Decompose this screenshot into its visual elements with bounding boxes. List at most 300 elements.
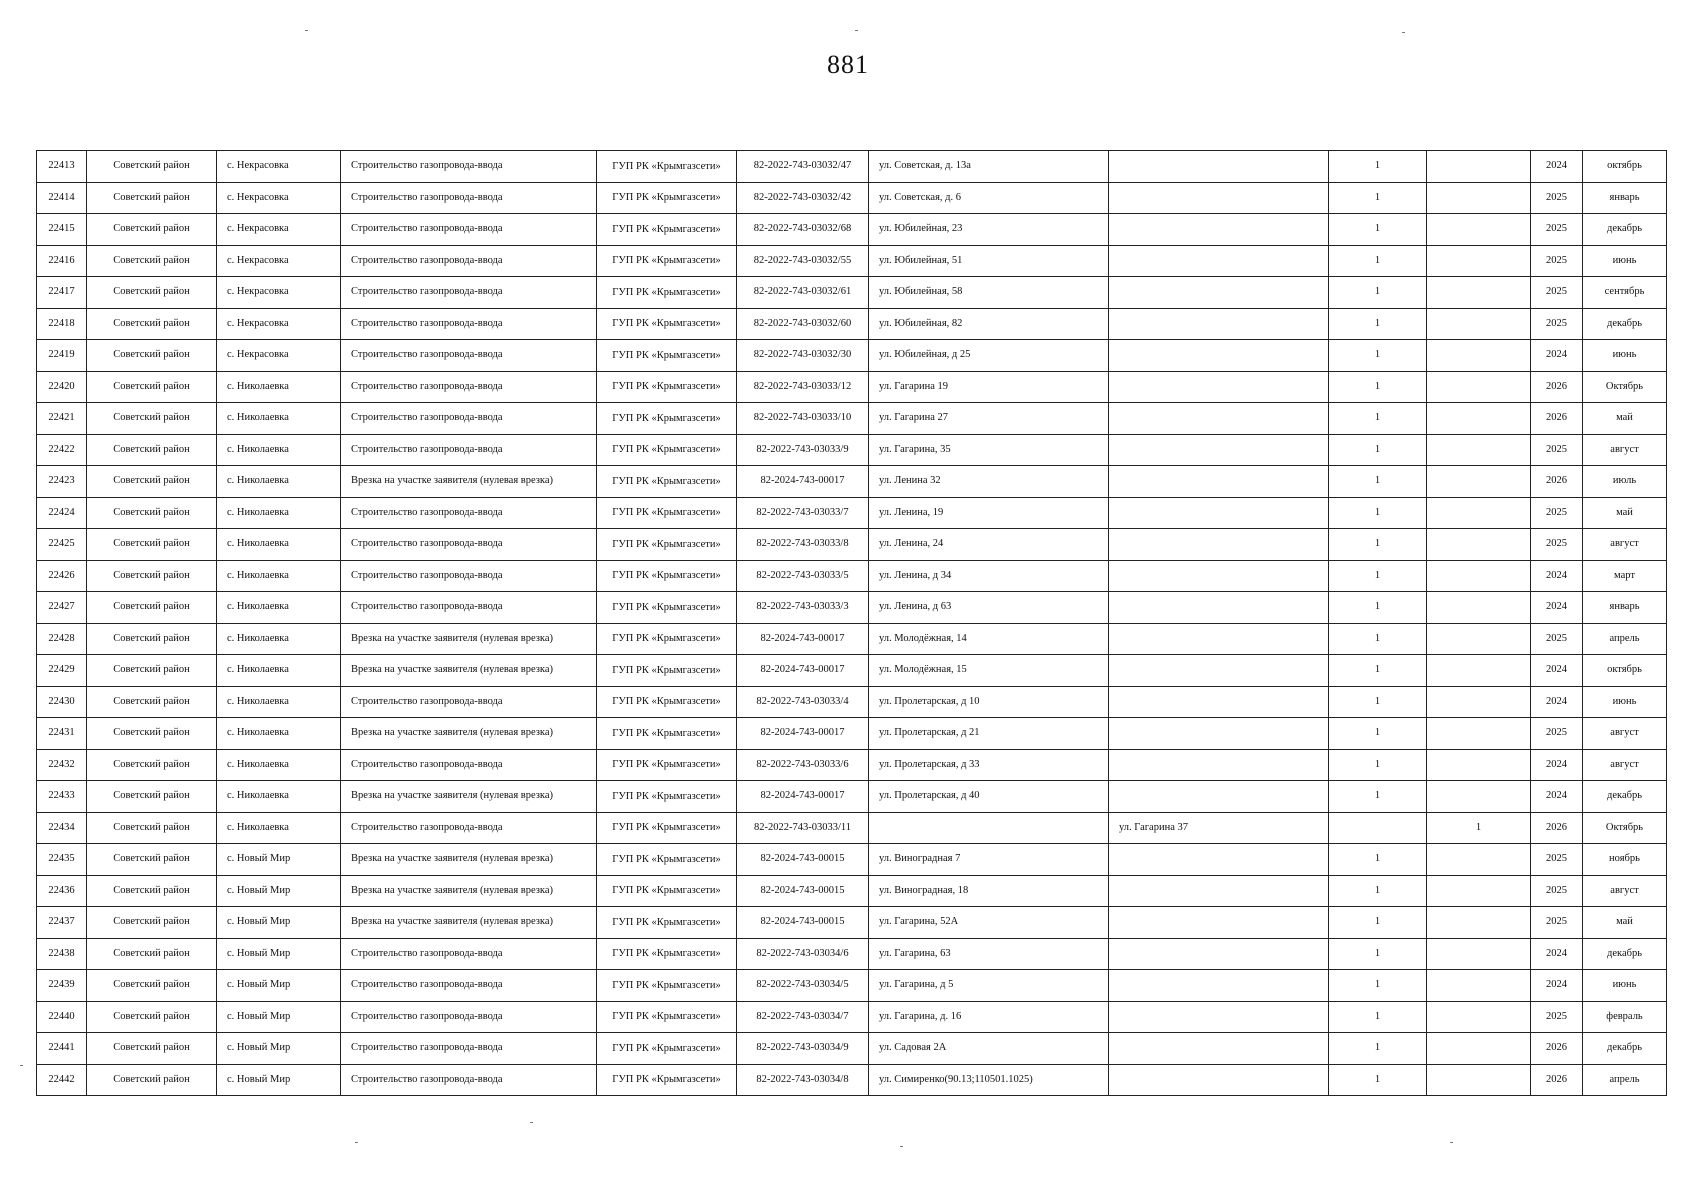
cell-year: 2024 xyxy=(1531,560,1583,592)
cell-month: июнь xyxy=(1583,970,1667,1002)
cell-work-type: Строительство газопровода-ввода xyxy=(341,529,597,561)
cell-quantity: 1 xyxy=(1329,655,1427,687)
cell-month: апрель xyxy=(1583,623,1667,655)
cell-quantity: 1 xyxy=(1329,466,1427,498)
cell-month: июнь xyxy=(1583,340,1667,372)
cell-row-id: 22428 xyxy=(37,623,87,655)
cell-district: Советский район xyxy=(87,182,217,214)
cell-year: 2025 xyxy=(1531,434,1583,466)
cell-organization: ГУП РК «Крымгазсети» xyxy=(597,844,737,876)
table-row xyxy=(37,1064,1667,1096)
cell-address-alt xyxy=(1109,466,1329,498)
cell-quantity-alt xyxy=(1427,308,1531,340)
cell-quantity: 1 xyxy=(1329,844,1427,876)
cell-quantity: 1 xyxy=(1329,308,1427,340)
cell-district: Советский район xyxy=(87,214,217,246)
cell-district: Советский район xyxy=(87,812,217,844)
cell-permit-code: 82-2022-743-03033/5 xyxy=(737,560,869,592)
cell-month: август xyxy=(1583,749,1667,781)
cell-permit-code: 82-2022-743-03032/30 xyxy=(737,340,869,372)
cell-settlement: с. Николаевка xyxy=(217,623,341,655)
cell-district: Советский район xyxy=(87,1033,217,1065)
cell-district: Советский район xyxy=(87,623,217,655)
cell-address: ул. Гагарина 19 xyxy=(869,371,1109,403)
cell-settlement: с. Новый Мир xyxy=(217,875,341,907)
table-row xyxy=(37,529,1667,561)
cell-permit-code: 82-2024-743-00017 xyxy=(737,781,869,813)
cell-row-id: 22440 xyxy=(37,1001,87,1033)
cell-work-type: Строительство газопровода-ввода xyxy=(341,1064,597,1096)
cell-address-alt xyxy=(1109,749,1329,781)
cell-address: ул. Ленина, 19 xyxy=(869,497,1109,529)
cell-work-type: Строительство газопровода-ввода xyxy=(341,214,597,246)
cell-quantity-alt xyxy=(1427,781,1531,813)
cell-settlement: с. Некрасовка xyxy=(217,340,341,372)
cell-work-type: Строительство газопровода-ввода xyxy=(341,560,597,592)
cell-district: Советский район xyxy=(87,781,217,813)
cell-year: 2025 xyxy=(1531,245,1583,277)
cell-quantity: 1 xyxy=(1329,623,1427,655)
cell-quantity-alt xyxy=(1427,623,1531,655)
cell-address: ул. Юбилейная, д 25 xyxy=(869,340,1109,372)
cell-month: декабрь xyxy=(1583,938,1667,970)
cell-permit-code: 82-2022-743-03034/5 xyxy=(737,970,869,1002)
table-body xyxy=(37,151,1667,1096)
cell-organization: ГУП РК «Крымгазсети» xyxy=(597,592,737,624)
cell-address: ул. Виноградная 7 xyxy=(869,844,1109,876)
cell-row-id: 22432 xyxy=(37,749,87,781)
cell-permit-code: 82-2022-743-03034/6 xyxy=(737,938,869,970)
cell-work-type: Строительство газопровода-ввода xyxy=(341,371,597,403)
table-row xyxy=(37,907,1667,939)
table-row xyxy=(37,371,1667,403)
cell-month: Октябрь xyxy=(1583,812,1667,844)
cell-year: 2025 xyxy=(1531,214,1583,246)
cell-address: ул. Гагарина, д 5 xyxy=(869,970,1109,1002)
cell-address: ул. Молодёжная, 15 xyxy=(869,655,1109,687)
cell-quantity-alt: 1 xyxy=(1427,812,1531,844)
table-row xyxy=(37,812,1667,844)
cell-settlement: с. Новый Мир xyxy=(217,970,341,1002)
cell-address-alt xyxy=(1109,686,1329,718)
cell-permit-code: 82-2022-743-03034/9 xyxy=(737,1033,869,1065)
cell-work-type: Строительство газопровода-ввода xyxy=(341,592,597,624)
cell-address-alt xyxy=(1109,371,1329,403)
cell-permit-code: 82-2022-743-03033/11 xyxy=(737,812,869,844)
cell-month: октябрь xyxy=(1583,151,1667,183)
cell-district: Советский район xyxy=(87,686,217,718)
cell-quantity: 1 xyxy=(1329,718,1427,750)
cell-quantity-alt xyxy=(1427,686,1531,718)
cell-address: ул. Ленина, 24 xyxy=(869,529,1109,561)
cell-organization: ГУП РК «Крымгазсети» xyxy=(597,245,737,277)
cell-settlement: с. Некрасовка xyxy=(217,245,341,277)
table-row xyxy=(37,875,1667,907)
cell-year: 2025 xyxy=(1531,1001,1583,1033)
table-row xyxy=(37,340,1667,372)
cell-organization: ГУП РК «Крымгазсети» xyxy=(597,277,737,309)
cell-settlement: с. Николаевка xyxy=(217,592,341,624)
cell-year: 2025 xyxy=(1531,529,1583,561)
cell-settlement: с. Николаевка xyxy=(217,686,341,718)
cell-work-type: Строительство газопровода-ввода xyxy=(341,938,597,970)
cell-settlement: с. Новый Мир xyxy=(217,938,341,970)
cell-permit-code: 82-2022-743-03033/3 xyxy=(737,592,869,624)
cell-organization: ГУП РК «Крымгазсети» xyxy=(597,308,737,340)
table-row xyxy=(37,1001,1667,1033)
cell-month: май xyxy=(1583,403,1667,435)
cell-month: ноябрь xyxy=(1583,844,1667,876)
cell-year: 2026 xyxy=(1531,1033,1583,1065)
cell-quantity: 1 xyxy=(1329,403,1427,435)
cell-settlement: с. Николаевка xyxy=(217,560,341,592)
cell-month: май xyxy=(1583,907,1667,939)
cell-organization: ГУП РК «Крымгазсети» xyxy=(597,875,737,907)
cell-year: 2026 xyxy=(1531,371,1583,403)
cell-district: Советский район xyxy=(87,151,217,183)
cell-row-id: 22424 xyxy=(37,497,87,529)
table-row xyxy=(37,403,1667,435)
cell-address-alt xyxy=(1109,529,1329,561)
cell-row-id: 22429 xyxy=(37,655,87,687)
cell-year: 2026 xyxy=(1531,466,1583,498)
cell-district: Советский район xyxy=(87,308,217,340)
cell-address: ул. Гагарина, д. 16 xyxy=(869,1001,1109,1033)
cell-year: 2025 xyxy=(1531,308,1583,340)
cell-address: ул. Гагарина, 63 xyxy=(869,938,1109,970)
cell-quantity-alt xyxy=(1427,371,1531,403)
cell-year: 2025 xyxy=(1531,907,1583,939)
cell-organization: ГУП РК «Крымгазсети» xyxy=(597,938,737,970)
cell-row-id: 22416 xyxy=(37,245,87,277)
cell-organization: ГУП РК «Крымгазсети» xyxy=(597,497,737,529)
cell-month: сентябрь xyxy=(1583,277,1667,309)
cell-address-alt xyxy=(1109,970,1329,1002)
cell-work-type: Строительство газопровода-ввода xyxy=(341,340,597,372)
cell-settlement: с. Некрасовка xyxy=(217,151,341,183)
cell-quantity: 1 xyxy=(1329,529,1427,561)
cell-address: ул. Гагарина 27 xyxy=(869,403,1109,435)
cell-quantity: 1 xyxy=(1329,434,1427,466)
cell-address: ул. Юбилейная, 58 xyxy=(869,277,1109,309)
cell-row-id: 22442 xyxy=(37,1064,87,1096)
cell-work-type: Строительство газопровода-ввода xyxy=(341,497,597,529)
cell-organization: ГУП РК «Крымгазсети» xyxy=(597,434,737,466)
cell-settlement: с. Николаевка xyxy=(217,718,341,750)
cell-address-alt xyxy=(1109,434,1329,466)
cell-address-alt xyxy=(1109,1033,1329,1065)
cell-quantity-alt xyxy=(1427,749,1531,781)
cell-quantity-alt xyxy=(1427,718,1531,750)
cell-work-type: Строительство газопровода-ввода xyxy=(341,245,597,277)
cell-permit-code: 82-2024-743-00015 xyxy=(737,844,869,876)
cell-organization: ГУП РК «Крымгазсети» xyxy=(597,340,737,372)
cell-quantity: 1 xyxy=(1329,1064,1427,1096)
cell-quantity: 1 xyxy=(1329,245,1427,277)
cell-settlement: с. Николаевка xyxy=(217,434,341,466)
cell-quantity-alt xyxy=(1427,466,1531,498)
cell-year: 2024 xyxy=(1531,655,1583,687)
cell-row-id: 22425 xyxy=(37,529,87,561)
cell-district: Советский район xyxy=(87,844,217,876)
scan-speck xyxy=(1402,32,1405,33)
cell-year: 2025 xyxy=(1531,623,1583,655)
cell-settlement: с. Некрасовка xyxy=(217,277,341,309)
cell-month: август xyxy=(1583,875,1667,907)
cell-organization: ГУП РК «Крымгазсети» xyxy=(597,529,737,561)
cell-district: Советский район xyxy=(87,245,217,277)
cell-permit-code: 82-2024-743-00015 xyxy=(737,907,869,939)
table-row xyxy=(37,592,1667,624)
cell-settlement: с. Некрасовка xyxy=(217,182,341,214)
cell-quantity: 1 xyxy=(1329,277,1427,309)
cell-year: 2025 xyxy=(1531,844,1583,876)
cell-district: Советский район xyxy=(87,497,217,529)
cell-month: август xyxy=(1583,434,1667,466)
cell-row-id: 22437 xyxy=(37,907,87,939)
cell-address: ул. Виноградная, 18 xyxy=(869,875,1109,907)
cell-address-alt xyxy=(1109,308,1329,340)
cell-settlement: с. Некрасовка xyxy=(217,308,341,340)
cell-row-id: 22419 xyxy=(37,340,87,372)
cell-year: 2024 xyxy=(1531,340,1583,372)
cell-address-alt: ул. Гагарина 37 xyxy=(1109,812,1329,844)
cell-year: 2026 xyxy=(1531,812,1583,844)
cell-address: ул. Юбилейная, 82 xyxy=(869,308,1109,340)
cell-settlement: с. Новый Мир xyxy=(217,844,341,876)
cell-address-alt xyxy=(1109,655,1329,687)
cell-address-alt xyxy=(1109,340,1329,372)
cell-quantity-alt xyxy=(1427,907,1531,939)
cell-settlement: с. Новый Мир xyxy=(217,1001,341,1033)
scan-speck xyxy=(530,1122,533,1123)
cell-quantity: 1 xyxy=(1329,907,1427,939)
cell-settlement: с. Николаевка xyxy=(217,655,341,687)
cell-address-alt xyxy=(1109,623,1329,655)
cell-address-alt xyxy=(1109,938,1329,970)
cell-quantity: 1 xyxy=(1329,938,1427,970)
cell-work-type: Врезка на участке заявителя (нулевая врезка) xyxy=(341,466,597,498)
cell-quantity-alt xyxy=(1427,214,1531,246)
cell-row-id: 22421 xyxy=(37,403,87,435)
cell-month: июнь xyxy=(1583,245,1667,277)
cell-row-id: 22418 xyxy=(37,308,87,340)
cell-permit-code: 82-2022-743-03032/60 xyxy=(737,308,869,340)
cell-address-alt xyxy=(1109,592,1329,624)
cell-month: декабрь xyxy=(1583,781,1667,813)
table-row xyxy=(37,214,1667,246)
cell-organization: ГУП РК «Крымгазсети» xyxy=(597,781,737,813)
cell-address-alt xyxy=(1109,1064,1329,1096)
cell-work-type: Строительство газопровода-ввода xyxy=(341,434,597,466)
cell-organization: ГУП РК «Крымгазсети» xyxy=(597,623,737,655)
cell-quantity: 1 xyxy=(1329,560,1427,592)
cell-organization: ГУП РК «Крымгазсети» xyxy=(597,970,737,1002)
cell-quantity-alt xyxy=(1427,182,1531,214)
cell-month: апрель xyxy=(1583,1064,1667,1096)
cell-permit-code: 82-2022-743-03033/6 xyxy=(737,749,869,781)
cell-quantity: 1 xyxy=(1329,371,1427,403)
cell-permit-code: 82-2024-743-00017 xyxy=(737,718,869,750)
cell-quantity-alt xyxy=(1427,1001,1531,1033)
cell-address: ул. Садовая 2А xyxy=(869,1033,1109,1065)
cell-address: ул. Ленина, д 63 xyxy=(869,592,1109,624)
cell-quantity: 1 xyxy=(1329,182,1427,214)
cell-district: Советский район xyxy=(87,466,217,498)
cell-row-id: 22414 xyxy=(37,182,87,214)
cell-organization: ГУП РК «Крымгазсети» xyxy=(597,182,737,214)
table-row xyxy=(37,277,1667,309)
cell-address: ул. Пролетарская, д 33 xyxy=(869,749,1109,781)
cell-address: ул. Ленина, д 34 xyxy=(869,560,1109,592)
cell-row-id: 22420 xyxy=(37,371,87,403)
cell-address-alt xyxy=(1109,875,1329,907)
cell-work-type: Строительство газопровода-ввода xyxy=(341,151,597,183)
table-row xyxy=(37,1033,1667,1065)
cell-settlement: с. Николаевка xyxy=(217,749,341,781)
cell-permit-code: 82-2022-743-03033/9 xyxy=(737,434,869,466)
scan-speck xyxy=(355,1142,358,1143)
cell-year: 2025 xyxy=(1531,875,1583,907)
scan-speck xyxy=(900,1146,903,1147)
cell-quantity-alt xyxy=(1427,403,1531,435)
cell-work-type: Строительство газопровода-ввода xyxy=(341,403,597,435)
cell-row-id: 22426 xyxy=(37,560,87,592)
cell-settlement: с. Новый Мир xyxy=(217,1033,341,1065)
cell-month: Октябрь xyxy=(1583,371,1667,403)
cell-address: ул. Пролетарская, д 21 xyxy=(869,718,1109,750)
cell-permit-code: 82-2022-743-03032/61 xyxy=(737,277,869,309)
cell-permit-code: 82-2022-743-03033/8 xyxy=(737,529,869,561)
cell-permit-code: 82-2022-743-03034/7 xyxy=(737,1001,869,1033)
scan-speck xyxy=(20,1065,23,1066)
cell-organization: ГУП РК «Крымгазсети» xyxy=(597,403,737,435)
cell-permit-code: 82-2024-743-00017 xyxy=(737,655,869,687)
cell-month: август xyxy=(1583,718,1667,750)
cell-settlement: с. Николаевка xyxy=(217,466,341,498)
cell-address: ул. Пролетарская, д 10 xyxy=(869,686,1109,718)
cell-district: Советский район xyxy=(87,1001,217,1033)
cell-permit-code: 82-2022-743-03032/55 xyxy=(737,245,869,277)
cell-district: Советский район xyxy=(87,560,217,592)
cell-work-type: Строительство газопровода-ввода xyxy=(341,182,597,214)
scan-speck xyxy=(855,30,858,31)
cell-district: Советский район xyxy=(87,592,217,624)
cell-year: 2024 xyxy=(1531,970,1583,1002)
table-row xyxy=(37,560,1667,592)
table-row xyxy=(37,308,1667,340)
cell-organization: ГУП РК «Крымгазсети» xyxy=(597,907,737,939)
cell-district: Советский район xyxy=(87,875,217,907)
cell-work-type: Врезка на участке заявителя (нулевая врезка) xyxy=(341,875,597,907)
cell-quantity: 1 xyxy=(1329,1001,1427,1033)
cell-month: декабрь xyxy=(1583,1033,1667,1065)
cell-district: Советский район xyxy=(87,529,217,561)
cell-work-type: Врезка на участке заявителя (нулевая врезка) xyxy=(341,718,597,750)
cell-work-type: Врезка на участке заявителя (нулевая врезка) xyxy=(341,907,597,939)
cell-work-type: Строительство газопровода-ввода xyxy=(341,812,597,844)
cell-district: Советский район xyxy=(87,907,217,939)
cell-quantity-alt xyxy=(1427,434,1531,466)
cell-district: Советский район xyxy=(87,718,217,750)
cell-permit-code: 82-2022-743-03034/8 xyxy=(737,1064,869,1096)
table-row xyxy=(37,245,1667,277)
cell-month: декабрь xyxy=(1583,214,1667,246)
cell-quantity-alt xyxy=(1427,277,1531,309)
cell-district: Советский район xyxy=(87,749,217,781)
cell-year: 2024 xyxy=(1531,592,1583,624)
cell-quantity-alt xyxy=(1427,970,1531,1002)
cell-row-id: 22413 xyxy=(37,151,87,183)
cell-quantity-alt xyxy=(1427,340,1531,372)
scan-speck xyxy=(305,30,308,31)
cell-year: 2024 xyxy=(1531,686,1583,718)
cell-work-type: Строительство газопровода-ввода xyxy=(341,970,597,1002)
cell-permit-code: 82-2022-743-03032/42 xyxy=(737,182,869,214)
table-row xyxy=(37,781,1667,813)
cell-row-id: 22427 xyxy=(37,592,87,624)
cell-address: ул. Симиренко(90.13;110501.1025) xyxy=(869,1064,1109,1096)
cell-address-alt xyxy=(1109,1001,1329,1033)
table-row xyxy=(37,466,1667,498)
cell-organization: ГУП РК «Крымгазсети» xyxy=(597,718,737,750)
cell-address xyxy=(869,812,1109,844)
data-table-container xyxy=(36,150,1667,1096)
cell-address-alt xyxy=(1109,214,1329,246)
cell-year: 2024 xyxy=(1531,749,1583,781)
cell-settlement: с. Николаевка xyxy=(217,529,341,561)
cell-address: ул. Гагарина, 52А xyxy=(869,907,1109,939)
cell-district: Советский район xyxy=(87,403,217,435)
cell-month: август xyxy=(1583,529,1667,561)
cell-quantity: 1 xyxy=(1329,749,1427,781)
cell-organization: ГУП РК «Крымгазсети» xyxy=(597,686,737,718)
cell-organization: ГУП РК «Крымгазсети» xyxy=(597,1001,737,1033)
cell-address-alt xyxy=(1109,497,1329,529)
table-row xyxy=(37,655,1667,687)
cell-year: 2025 xyxy=(1531,718,1583,750)
cell-month: январь xyxy=(1583,182,1667,214)
cell-work-type: Врезка на участке заявителя (нулевая врезка) xyxy=(341,781,597,813)
cell-organization: ГУП РК «Крымгазсети» xyxy=(597,214,737,246)
cell-quantity-alt xyxy=(1427,844,1531,876)
cell-organization: ГУП РК «Крымгазсети» xyxy=(597,560,737,592)
cell-address-alt xyxy=(1109,560,1329,592)
cell-organization: ГУП РК «Крымгазсети» xyxy=(597,1033,737,1065)
cell-quantity-alt xyxy=(1427,529,1531,561)
cell-permit-code: 82-2024-743-00017 xyxy=(737,623,869,655)
cell-address-alt xyxy=(1109,844,1329,876)
cell-permit-code: 82-2022-743-03032/68 xyxy=(737,214,869,246)
cell-district: Советский район xyxy=(87,1064,217,1096)
cell-work-type: Строительство газопровода-ввода xyxy=(341,1001,597,1033)
cell-quantity-alt xyxy=(1427,151,1531,183)
table-row xyxy=(37,623,1667,655)
table-row xyxy=(37,686,1667,718)
cell-quantity-alt xyxy=(1427,1033,1531,1065)
cell-quantity-alt xyxy=(1427,245,1531,277)
cell-year: 2024 xyxy=(1531,151,1583,183)
cell-quantity: 1 xyxy=(1329,686,1427,718)
cell-year: 2024 xyxy=(1531,781,1583,813)
cell-address: ул. Советская, д. 13а xyxy=(869,151,1109,183)
cell-year: 2024 xyxy=(1531,938,1583,970)
cell-row-id: 22430 xyxy=(37,686,87,718)
cell-year: 2025 xyxy=(1531,277,1583,309)
table-row xyxy=(37,434,1667,466)
cell-permit-code: 82-2024-743-00015 xyxy=(737,875,869,907)
scan-speck xyxy=(1450,1142,1453,1143)
